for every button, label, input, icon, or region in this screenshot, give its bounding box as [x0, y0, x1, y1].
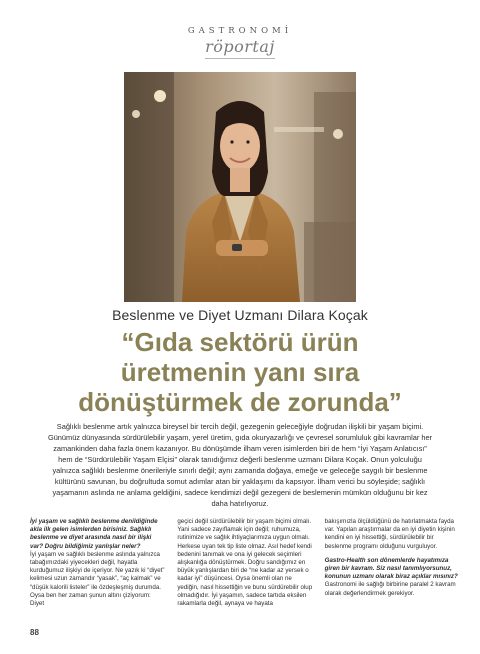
- interview-answer: Gastronomi ile sağlığı birbirine paralel 2 kavram olarak değerlendirmek gerekiyor.: [324, 581, 456, 597]
- portrait-illustration: [124, 72, 356, 302]
- article-intro: Sağlıklı beslenme artık yalnızca bireysel bir tercih değil, gezegenin geleceğiyle doğrudan ilişkili bir yaşam biçimi. Günümüz dünyasında sürdürülebilir yaşam, yerel üretim, gıda okuryazarlığı ve çevresel sorumluluk gibi kavramlar her zamankinden daha fazla önem kazanıyor. Bu dönüşümde ilham veren isimlerden biri de hem “İyi Yaşam Anlatıcısı” hem de “Sürdürülebilir Yaşam Elçisi” olarak tanıdığımız değerli beslenme uzmanı Dilara Koçak. Onun yolculuğu yalnızca sağlıklı beslenme önerileriyle sınırlı değil; aynı zamanda doğaya, emeğe ve geleceğe saygılı bir beslenme kültürünü savunan, bu doğrultuda somut adımlar atan bir yaklaşımı da kapsıyor. İlham verici bu söyleşide; sağlıklı yaşamanın aslında ne anlama geldiğini, sadece kendimizi değil gezegeni de beslemenin mümkün olduğunu bir kez daha hatırlıyoruz.: [47, 422, 433, 508]
- page-header: [0, 26, 480, 59]
- section-kicker: GASTRONOMİ: [187, 26, 293, 36]
- column-3: [325, 518, 460, 628]
- header-rule: [205, 58, 275, 59]
- interview-question: İyi yaşam ve sağlıklı beslenme denildiğinde akla ilk gelen isimlerden birisiniz. Sağlıklı beslenme ve diyet arasında nasıl bir ilişki var? Doğru bildiğimiz yanlışlar neler?: [30, 518, 158, 550]
- interview-answer: geçici değil sürdürülebilir bir yaşam biçimi olmalı. Yani sadece zayıflamak için değil; ruhumuza, rutinimize ve sağlık ihtiyaçlarımıza uygun olmalı. Herkese uyan tek tip liste olmaz. Asıl hedef kendi bedenini tanımak ve ona iyi gelecek seçimleri alışkanlığa dönüştürmek. Doğru sandığımız en büyük yanlışlardan biri de “ne kadar az yersek o kadar iyi” düşüncesi. Oysa önemli olan ne yediğin, nasıl hissettiğin ve bunu sürdürebilir olup olmadığıdır. İyi yaşamın, sadece tartıda eksilen rakamlarla değil, aynaya ve hayata: [177, 518, 313, 608]
- headline-line: “Gıda sektörü ürün: [121, 327, 359, 357]
- column-2: [177, 518, 312, 628]
- column-1: [30, 518, 165, 628]
- interview-question: Gastro-Health son dönemlerde hayatımıza giren bir kavram. Siz nasıl tanımlıyorsunuz, konunun uzmanı olarak biraz açıklar mısınız?: [324, 556, 458, 581]
- interview-answer: İyi yaşam ve sağlıklı beslenme aslında yalnızca tabağımızdaki yiyecekleri değil, hayatla kurduğumuz ilişkiyi de içeriyor. Ne yazık ki “diyet” kelimesi uzun zamandır “yasak”, “aç kalmak” ve “düşük kalorili listeler” ile özdeşleşmiş durumda. Oysa ben her zaman şunun altını çiziyorum: Diyet: [30, 550, 165, 608]
- article-columns: [30, 518, 460, 628]
- interview-answer: bakışımızla ölçüldüğünü de hatırlatmakta fayda var. Yapılan araştırmalar da en iyi diyetin kişinin kendini en iyi hissettiği, sürdürülebilir bir beslenme programı olduğunu vurguluyor.: [324, 518, 455, 550]
- headline-line: dönüştürmek de zorunda”: [78, 387, 402, 417]
- section-label: röportaj: [205, 37, 275, 56]
- portrait-photo: [124, 72, 356, 302]
- article-subtitle: Beslenme ve Diyet Uzmanı Dilara Koçak: [112, 307, 368, 323]
- headline-line: üretmenin yanı sıra: [120, 357, 360, 387]
- article-headline: [40, 327, 440, 417]
- page-number: 88: [30, 628, 39, 637]
